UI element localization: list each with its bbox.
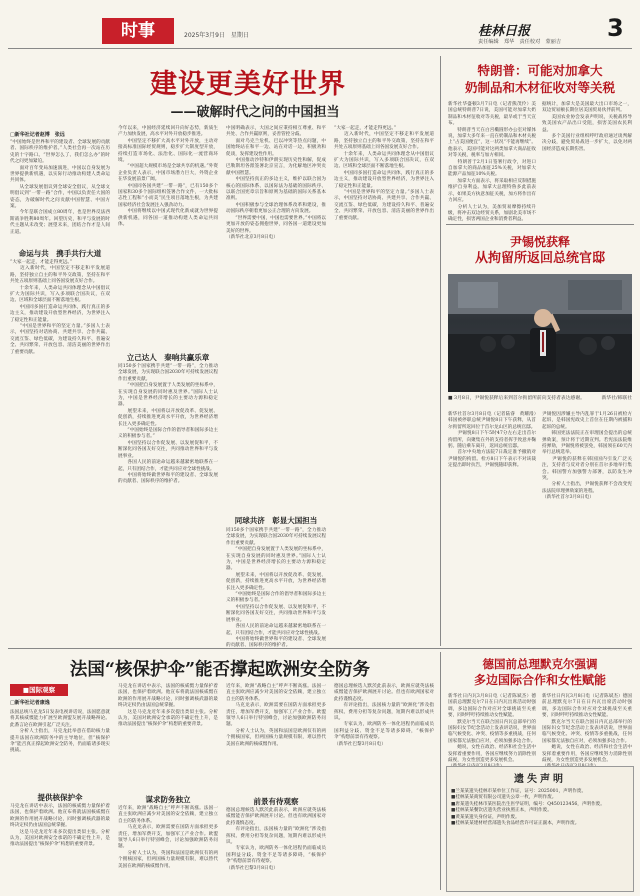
main-title-text: 建设更美好世界	[150, 69, 346, 100]
header-rule	[8, 48, 632, 49]
masthead-logo: 桂林日报	[478, 24, 531, 39]
right-story1-col-2: 据统计，加拿大是美国最大出口市场之一，双边贸易额长期位居美国贸易伙伴前列。 美国农业协会发表声明说，关税战将导致美国农产品出口受阻，损害美国农民利益。 多个美国行业组织呼吁政府通过谈判解决分歧，避免贸易战进一步扩大，以免对两国经济造成长期伤害。	[542, 102, 632, 152]
bottom-col-2a: 马克龙在讲话中表示，法国的核威慑力量保护着法国，也保护着欧洲。他宣布将就法国核威慑在欧洲的作用展开战略讨论，同时强调核武器的最终决定权仍由法国总统掌握。 这是马克龙近年来多次提出类似主张。分析认为，美国对欧洲安全承诺的不确定性上升，是推动法国提出“核保护伞”构想的重要背景。	[118, 684, 218, 728]
photo-caption	[448, 396, 632, 402]
main-title	[108, 62, 388, 101]
bottom-col-3a: 近年来，欧洲“战略自主”呼声不断高涨。法国一直主张欧洲应减少对美国的安全依赖，建立独立自主的防务体系。 马克龙表示，欧洲需要在国防方面承担更多责任，增加军费开支，加强军工产业合作。欧盟领导人6日举行特别峰会，讨论加强欧洲防务问题。 分析人士认为，英国和法国是欧洲仅有的两个拥核国家，但两国核力量规模有限，难以替代美国在欧洲的核威慑作用。	[226, 684, 326, 747]
bottom-right-col-1: 新华社日内瓦3月8日电（记者陈斌杰）德国前总理默克尔7日在日内瓦出席活动时强调，多边国际合作对应对全球挑战至关重要，同时呼吁持续推动女性赋能。 默克尔当天在联合国日内瓦总部举行的国际妇女节纪念活动上发表讲话说，世界面临气候变化、冲突、疫情等多重挑战，任何国家都无法独自应对，必须加强多边合作。 她说，女性在政治、经济和社会生活中发挥着重要作用，各国应继续努力消除性别歧视，为女性创造更多发展机会。	[448, 694, 536, 764]
main-subtitle: ——破解时代之问的中国担当	[170, 105, 340, 120]
right-story2-col-1: 新华社首尔3月8日电（记者陆睿 黄耀漫）韩国被停职总统尹锡悦8日下午获释，从首尔拘留所返回位于首尔龙山区的总统官邸。 尹锡悦8日下午5时47分左右走出首尔拘留所，向聚集在外的支持者挥手致意并鞠躬。随后乘车离开，返回总统官邸。 首尔中央地方法院7日裁定准予撤销对尹锡悦的拘留。检方8日下午表示不对该裁定提出即时抗告，尹锡悦随即获释。	[448, 412, 536, 469]
notice-title: 遗失声明	[514, 774, 566, 785]
bottom-left-title-text: 法国“核保护伞”能否撑起欧洲安全防务	[69, 660, 371, 680]
right-story2-title	[446, 234, 634, 268]
bottom-col-1b: 马克龙在讲话中表示，法国的核威慑力量保护着法国，也保护着欧洲。他宣布将就法国核威慑在欧洲的作用展开战略讨论，同时强调核武器的最终决定权仍由法国总统掌握。 这是马克龙近年来多次提出类似主张。分析认为，美国对欧洲安全承诺的不确定性上升，是推动法国提出“核保护伞”构想的重要背景。	[10, 804, 110, 848]
main-col-2a: 今年以来，中国经济延续回升向好态势，新质生产力加快发展，高水平对外开放稳步推进。 中国坚定不移扩大高水平对外开放，主动对接高标准国际经贸规则，稳步扩大制度型开放，持续打造市场化、法治化、国际化一流营商环境。 “中国超大规模市场是全球共享的机遇。”外资企业负责人表示，中国市场潜力巨大，外资企业在华发展前景广阔。 中国同各国共建“一带一路”，已有150多个国家和30多个国际组织签署合作文件，一大批标志性工程和“小而美”民生项目落地生根，为共建国家经济社会发展注入强劲动力。 中国将继续以中国式现代化新成就为世界提供新机遇，同各国一道推动构建人类命运共同体。	[118, 126, 218, 228]
notice-item: ■兰某某遗失桂林市某单位工作证，证号：2025001，声明作废。	[451, 789, 587, 794]
right-story1-title-line2: 奶制品和木材征收对等关税	[464, 80, 615, 95]
bottom-right-col-2: 新华社日内瓦3月8日电（记者陈斌杰）德国前总理默克尔7日在日内瓦出席活动时强调，多边国际合作对应对全球挑战至关重要，同时呼吁持续推动女性赋能。 默克尔当天在联合国日内瓦总部举行的国际妇女节纪念活动上发表讲话说，世界面临气候变化、冲突、疫情等多重挑战，任何国家都无法独自应对，必须加强多边合作。 她说，女性在政治、经济和社会生活中发挥着重要作用，各国应继续努力消除性别歧视，为女性创造更多发展机会。	[542, 694, 632, 764]
main-subhead-2: 立己达人 秦响共赢乐章	[126, 353, 210, 362]
right-story2-title-line2: 从拘留所返回总统官邸	[474, 251, 605, 266]
main-col-3a: 中国明确表示，大国之间应秉持相互尊重、和平共处、合作共赢原则，妥善管控分歧。 面对乌克兰危机、巴以冲突等热点问题，中国始终站在和平一边、站在对话一边，积极劝和促谈，发挥建设性作用。 中国推动沙特和伊朗实现历史性和解，促成巴勒斯坦各派签署北京宣言，为化解地区冲突贡献中国智慧。 中国坚持真正的多边主义，维护以联合国为核心的国际体系、以国际法为基础的国际秩序、以联合国宪章宗旨和原则为基础的国际关系基本准则。 中国积极参与全球治理体系改革和建设，推动国际秩序朝着更加公正合理的方向发展。 “世界需要中国，中国也需要世界。”中国将以更加开放的姿态拥抱世界，同各国一道建设更加美好的世界。 （新华社北京3月8日电）	[226, 126, 326, 240]
main-col-2b: 同150多个国家携手共建“一带一路”，全力推动全球发展，为实现联合国2030年可持续发展议程作出重要贡献。 “中国把自身发展置于人类发展的坐标系中，在实现自身发展的同时惠及世界。”国际人士认为，中国是世界经济增长的主要动力源和稳定器。 展望未来，中国将以开放促改革、促发展、促创新，持续推进更高水平开放，为世界经济增长注入更多确定性。 “中国始终是国际合作的倡导者和国际多边主义的积极参与者。” 中国坚持以合作促发展、以发展促和平，不断深化同各国友好交往，共同推动世界和平与发展事业。 各国人民的前途命运越来越紧密地联系在一起，只有团结合作，才能共同应对全球性挑战。 中国将始终做世界和平的建设者、全球发展的贡献者、国际秩序的维护者。	[118, 364, 218, 485]
bottom-col-1a: 法国总统马克龙5日发表电视讲话说，法国愿意就将其核威慑能力扩展至欧洲盟友展开战略辩论。此番言论在欧洲引起广泛关注。 分析人士指出，马克龙此举意在借助核力量提升法国在欧洲防务中的主导地位，但“核保护伞”能否真正撑起欧洲安全防务，仍面临诸多现实挑战。	[10, 710, 110, 754]
main-col-1a: “中国始终是世界和平的建设者、全球发展的贡献者、国际秩序的维护者。”人类社会再一次站在历史的十字路口。“世界怎么了、我们怎么办”的时代之问更加紧迫。 面对百年变局加速演进，中国以自身发展为世界提供新机遇，以实际行动推动构建人类命运共同体。 从全球发展倡议到全球安全倡议，从全球文明倡议到“一带一路”合作，中国以负责任大国的姿态，为破解时代之问贡献中国智慧、中国方案。 今年是联合国成立80周年，也是世界反法西斯战争胜利80周年。回望历史，和平与发展的时代主题从未改变；展望未来，团结合作才是人间正道。	[10, 140, 110, 235]
photo-caption-text: ■ 3月8日，尹锡悦获释后来到首尔拘留所前向支持者表达感谢。	[448, 396, 585, 401]
right-story2-title-line1: 尹锡悦获释	[509, 235, 570, 249]
date-line: 2025年3月9日 星期日	[184, 32, 249, 39]
right-story1-title-line1: 特朗普：可能对加拿大	[477, 63, 603, 78]
main-byline: □新华社记者赵博 张远	[10, 132, 65, 138]
photo-credit: 新华社/韩联社	[601, 396, 632, 401]
bottom-col-3b: 德国总理候选人默茨此前表示，欧洲应就英法核威慑能否保护欧洲展开讨论。但也有欧洲国家对此持谨慎态度。 有评论指出，法国核力量的“欧洲化”涉及指挥权、费用分担等复杂问题，短期内难以形成共识。 专家认为，欧洲防务一体化进程仍面临成员国利益分歧、资金不足等诸多障碍，“核保护伞”构想前景有待观察。 （新华社巴黎3月8日电）	[226, 808, 326, 871]
main-subhead-1: 命运与共 携手共行大道	[18, 249, 102, 258]
notice-item: ■桂林某某餐饮店遗失营业执照正本，声明作废。	[451, 808, 552, 814]
column-divider-bottom	[440, 652, 441, 890]
right-divider-1	[446, 224, 634, 225]
section-divider	[8, 648, 632, 649]
section-title: 时事	[121, 21, 155, 41]
bottom-col-4: 德国总理候选人默茨此前表示，欧洲应就英法核威慑能否保护欧洲展开讨论。但也有欧洲国家对此持谨慎态度。 有评论指出，法国核力量的“欧洲化”涉及指挥权、费用分担等复杂问题，短期内难以形成共识。 专家认为，欧洲防务一体化进程仍面临成员国利益分歧、资金不足等诸多障碍，“核保护伞”构想前景有待观察。 （新华社巴黎3月8日电）	[334, 684, 434, 747]
notice-list	[451, 789, 629, 827]
main-col-4: “大家一起走，才能走得更远。” 迈入新时代，中国坚定不移走和平发展道路，坚持独立自主的和平外交政策，坚持在和平共处五项原则基础上同各国发展友好合作。 十余年来，人类命运共同体理念从中国倡议扩大为国际共识，写入多项联合国决议，在双边、区域和全球层面不断落地生根。 中国同多国打造命运共同体，践行真正的多边主义，推动建设开放型世界经济，为世界注入了稳定性和正能量。 “中国是世界和平的坚定力量。”多国人士表示，中国坚持对话协商、共建共享、合作共赢、交流互鉴、绿色低碳，为建设持久和平、普遍安全、共同繁荣、开放包容、清洁美丽的世界作出了重要贡献。	[334, 126, 434, 221]
bottom-subhead-1: 提供核保护伞	[37, 793, 83, 802]
notice-box	[446, 766, 634, 892]
column-divider-main	[440, 56, 441, 646]
right-story2-col-2: 尹锡悦因涉嫌主导内乱罪于1月26日被检方起诉，是韩国宪政史上首位在任期内被捕和起诉的总统。 韩国宪法法院正在审理国会提出的总统弹劾案，预计将于近期宣判。若宪法法院维持弹劾，尹锡悦将被罢免，韩国须在60天内举行总统选举。 尹锡悦的获释在韩国国内引发广泛关注，支持者与反对者分别在首尔多地举行集会。韩国警方加强警力部署，以防发生冲突。 分析人士指出，尹锡悦获释不会改变宪法法院审理弹劾案的进程。 （新华社首尔3月8日电）	[542, 412, 632, 501]
bottom-col-2b: 近年来，欧洲“战略自主”呼声不断高涨。法国一直主张欧洲应减少对美国的安全依赖，建立独立自主的防务体系。 马克龙表示，欧洲需要在国防方面承担更多责任，增加军费开支，加强军工产业合作。欧盟领导人6日举行特别峰会，讨论加强欧洲防务问题。 分析人士认为，英国和法国是欧洲仅有的两个拥核国家，但两国核力量规模有限，难以替代美国在欧洲的核威慑作用。	[118, 806, 218, 869]
kicker-text: ■国际观察	[22, 686, 56, 694]
right-story1-title	[446, 62, 634, 96]
main-col-1b: “大家一起走，才能走得更远。” 迈入新时代，中国坚定不移走和平发展道路，坚持独立自主的和平外交政策，坚持在和平共处五项原则基础上同各国发展友好合作。 十余年来，人类命运共同体理念从中国倡议扩大为国际共识，写入多项联合国决议，在双边、区域和全球层面不断落地生根。 中国同多国打造命运共同体，践行真正的多边主义，推动建设开放型世界经济，为世界注入了稳定性和正能量。 “中国是世界和平的坚定力量。”多国人士表示，中国坚持对话协商、共建共享、合作共赢、交流互鉴、绿色低碳，为建设持久和平、普遍安全、共同繁荣、开放包容、清洁美丽的世界作出了重要贡献。	[10, 260, 110, 355]
kicker-badge	[10, 684, 68, 696]
bottom-subhead-3: 前景有待观察	[253, 797, 299, 806]
notice-item: ■黄某某遗失身份证，声明作废。	[451, 814, 520, 820]
bottom-subhead-2: 谋求防务独立	[145, 795, 191, 804]
bottom-right-title-line1: 德国前总理默克尔强调	[482, 657, 598, 671]
right-story1-col-1: 新华社华盛顿3月7日电（记者熊茂伶）美国总统特朗普7日说，美国可能对加拿大奶制品和木材征收对等关税，最早或于当天宣布。 特朗普当天在白宫椭圆形办公室对媒体说，加拿大多年来一直在奶制品和木材关税上“占美国便宜”，这一状况“不能再继续”。他表示，美国可能对这两类加拿大商品征收对等关税，税率与加方相同。 特朗普于2月1日签署行政令，对进口自加拿大的商品加征25%关税，对加拿大能源产品加征10%关税。 加拿大方面表示，将采取相应反制措施维护自身利益。加拿大总理特鲁多此前表示，如果美方执意加征关税，加方将作出有力回应。 分析人士认为，美加贸易摩擦持续升级，将冲击双边经贸关系，加剧北美市场不确定性，损害两国企业和消费者利益。	[448, 102, 536, 223]
notice-item: ■桂林某某商贸有限公司遗失公章一枚，声明作废。	[451, 795, 557, 801]
main-col-3b: 同150多个国家携手共建“一带一路”，全力推动全球发展，为实现联合国2030年可持续发展议程作出重要贡献。 “中国把自身发展置于人类发展的坐标系中，在实现自身发展的同时惠及世界。”国际人士认为，中国是世界经济增长的主要动力源和稳定器。 展望未来，中国将以开放促改革、促发展、促创新，持续推进更高水平开放，为世界经济增长注入更多确定性。 “中国始终是国际合作的倡导者和国际多边主义的积极参与者。” 中国坚持以合作促发展、以发展促和平，不断深化同各国友好交往，共同推动世界和平与发展事业。 各国人民的前途命运越来越紧密地联系在一起，只有团结合作，才能共同应对全球性挑战。 中国将始终做世界和平的建设者、全球发展的贡献者、国际秩序的维护者。	[226, 528, 326, 649]
yoon-photo	[448, 274, 632, 392]
editor-line: 责任编辑 郑华 责任校对 蒙丽吉	[478, 39, 562, 45]
bottom-left-title	[10, 656, 430, 681]
bottom-left-byline: □新华社记者康逸	[10, 700, 50, 706]
photo-illustration	[448, 274, 632, 392]
page-number: 3	[607, 14, 624, 42]
section-label	[104, 19, 172, 43]
page-header	[0, 0, 640, 64]
notice-item: ■桂林某某建材经营部遗失食品经营许可证正副本，声明作废。	[451, 821, 580, 827]
main-subhead-3: 同球共济 彰显大国担当	[234, 516, 318, 525]
bottom-right-title	[446, 656, 634, 689]
bottom-right-title-line2: 多边国际合作和女性赋能	[473, 673, 606, 687]
notice-item: ■唐某遗失桂林市某医院出生医学证明，编号：Q450123456，声明作废。	[451, 801, 605, 807]
